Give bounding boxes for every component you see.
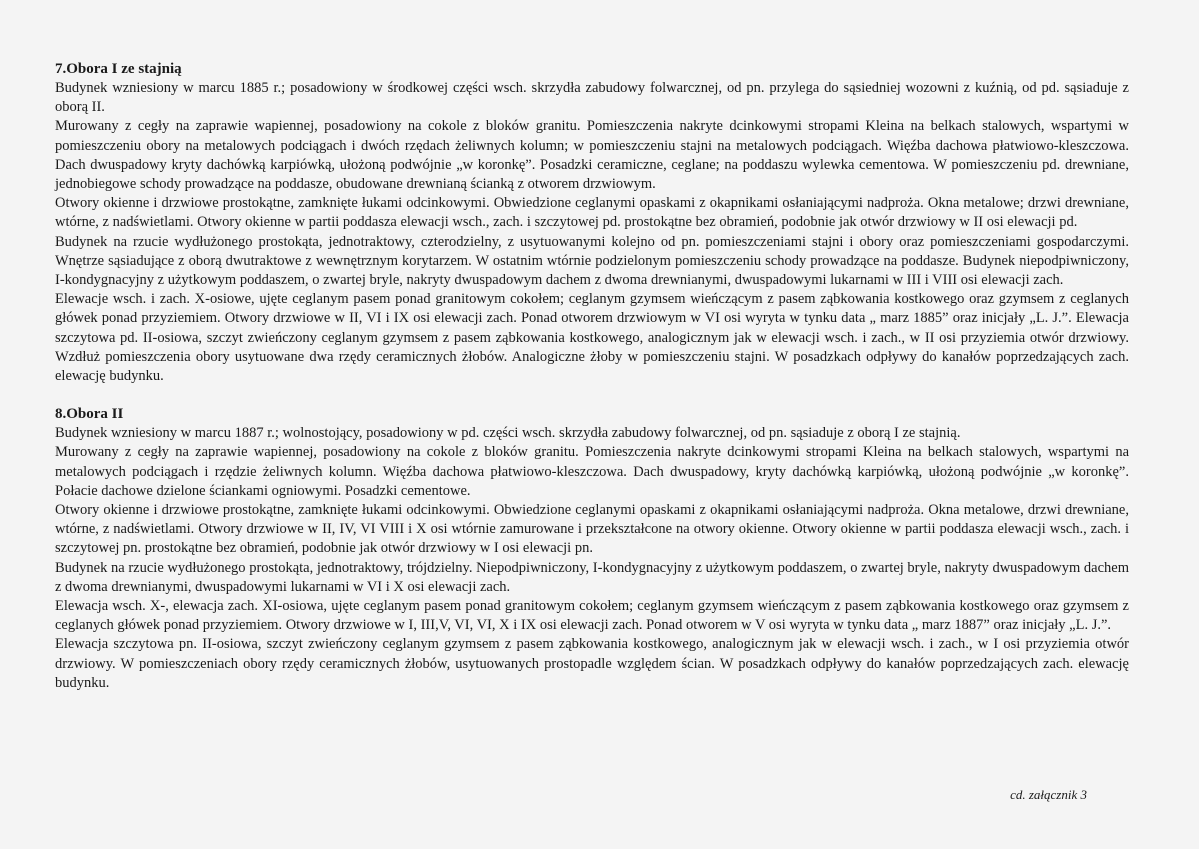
section-obora-ii (55, 405, 1129, 693)
paragraph: Murowany z cegły na zaprawie wapiennej, posadowiony na cokole z bloków granitu. Pomieszczenia nakryte dcinkowymi stropami Kleina na belkach stalowych, wspartymi w pomieszczeniu obory na metalowych podciągach i dwóch rzędach żeliwnych kolumn; w pomieszczeniu stajni na metalowych podciągach. Więźba dachowa płatwiowo-kleszczowa. Dach dwuspadowy kryty dachówką karpiówką, ułożoną podwójnie „w koronkę”. Posadzki ceramiczne, ceglane; na poddaszu wylewka cementowa. W pomieszczeniu pd. drewniane, jednobiegowe schody prowadzące na poddasze, obudowane drewnianą ścianką z otworem drzwiowym. (55, 118, 1129, 193)
paragraph: Budynek wzniesiony w marcu 1887 r.; wolnostojący, posadowiony w pd. części wsch. skrzydła zabudowy folwarcznej, od pn. sąsiaduje z oborą I ze stajnią. (55, 425, 961, 442)
paragraph: Otwory okienne i drzwiowe prostokątne, zamknięte łukami odcinkowymi. Obwiedzione ceglanymi opaskami z okapnikami osłaniającymi nadproża. Okna metalowe; drzwi drewniane, wtórne, z nadświetlami. Otwory okienne w partii poddasza elewacji wsch., zach. i szczytowej pd. prostokątne bez obramień, podobnie jak otwór drzwiowy w II osi elewacji pd. (55, 195, 1129, 231)
section-obora-i (55, 60, 1129, 386)
paragraph: Elewacja wsch. X-, elewacja zach. XI-osiowa, ujęte ceglanym pasem ponad granitowym cokołem; ceglanym gzymsem wieńczącym z pasem ząbkowania kostkowego oraz gzymsem z ceglanych główek ponad przyziemiem. Otwory drzwiowe w I, III,V, VI, VI, X i IX osi elewacji zach. Ponad otworem w V osi wyryta w tynku data „ marz 1887” oraz inicjały „L. J.”. (55, 598, 1129, 634)
section-title: 7.Obora I ze stajnią (55, 61, 182, 77)
paragraph: Elewacja szczytowa pn. II-osiowa, szczyt zwieńczony ceglanym gzymsem z pasem ząbkowania kostkowego, analogicznym jak w elewacji wsch. i zach., w I osi przyziemia otwór drzwiowy. W pomieszczeniach obory rzędy ceramicznych żłobów, usytuowanych prostopadle względem ścian. W posadzkach odpływy do kanałów poprzedzających zach. elewację budynku. (55, 636, 1129, 691)
section-title: 8.Obora II (55, 406, 124, 423)
footer-note: cd. załącznik 3 (1010, 787, 1087, 802)
paragraph: Murowany z cegły na zaprawie wapiennej, posadowiony na cokole z bloków granitu. Pomieszczenia nakryte dcinkowymi stropami Kleina na belkach stalowych, wspartymi na metalowych podciągach i rzędzie żeliwnych kolumn. Więźba dachowa płatwiowo-kleszczowa. Dach dwuspadowy, kryty dachówką karpiówką, ułożoną podwójnie „w koronkę”. Połacie dachowe dzielone ściankami ogniowymi. Posadzki cementowe. (55, 444, 1129, 499)
paragraph: Budynek wzniesiony w marcu 1885 r.; posadowiony w środkowej części wsch. skrzydła zabudowy folwarcznej, od pn. przylega do sąsiedniej wozowni z kuźnią, od pd. sąsiaduje z oborą II. (55, 80, 1129, 116)
paragraph: Elewacje wsch. i zach. X-osiowe, ujęte ceglanym pasem ponad granitowym cokołem; ceglanym gzymsem wieńczącym z pasem ząbkowania kostkowego oraz gzymsem z ceglanych główek ponad przyziemiem. Otwory drzwiowe w II, VI i IX osi elewacji zach. Ponad otworem drzwiowym w VI osi wyryta w tynku data „ marz 1885” oraz inicjały „L. J.”. Elewacja szczytowa pd. II-osiowa, szczyt zwieńczony ceglanym gzymsem z pasem ząbkowania kostkowego, analogicznym jak w elewacji wsch. i zach., w II osi przyziemia otwór drzwiowy. Wzdłuż pomieszczenia obory usytuowane dwa rzędy ceramicznych żłobów. Analogiczne żłoby w pomieszczeniu stajni. W posadzkach odpływy do kanałów poprzedzających zach. elewację budynku. (55, 291, 1129, 385)
paragraph: Budynek na rzucie wydłużonego prostokąta, jednotraktowy, czterodzielny, z usytuowanymi kolejno od pn. pomieszczeniami stajni i obory oraz pomieszczeniami gospodarczymi. Wnętrze sąsiadujące z oborą dwutraktowe z wewnętrznym korytarzem. W ostatnim wtórnie podzielonym pomieszczeniu schody prowadzące na poddasze. Budynek niepodpiwniczony, I-kondygnacyjny z użytkowym poddaszem, o zwartej bryle, nakryty dwuspadowym dachem z dwoma drewnianymi, dwuspadowymi lukarnami w III i VIII osi elewacji zach. (55, 233, 1129, 289)
paragraph: Budynek na rzucie wydłużonego prostokąta, jednotraktowy, trójdzielny. Niepodpiwniczony, I-kondygnacyjny z użytkowym poddaszem, o zwartej bryle, nakryty dwuspadowym dachem z dwoma drewnianymi, dwuspadowymi lukarnami w VI i X osi elewacji zach. (55, 559, 1129, 595)
paragraph: Otwory okienne i drzwiowe prostokątne, zamknięte łukami odcinkowymi. Obwiedzione ceglanymi opaskami z okapnikami osłaniającymi nadproża. Okna metalowe, drzwi drewniane, wtórne, z nadświetlami. Otwory drzwiowe w II, IV, VI VIII i X osi wtórnie zamurowane i przekształcone na otwory okienne. Otwory okienne w partii poddasza elewacji wsch., zach. i szczytowej pn. prostokątne bez obramień, podobnie jak otwór drzwiowy w I osi elewacji pn. (55, 502, 1129, 557)
